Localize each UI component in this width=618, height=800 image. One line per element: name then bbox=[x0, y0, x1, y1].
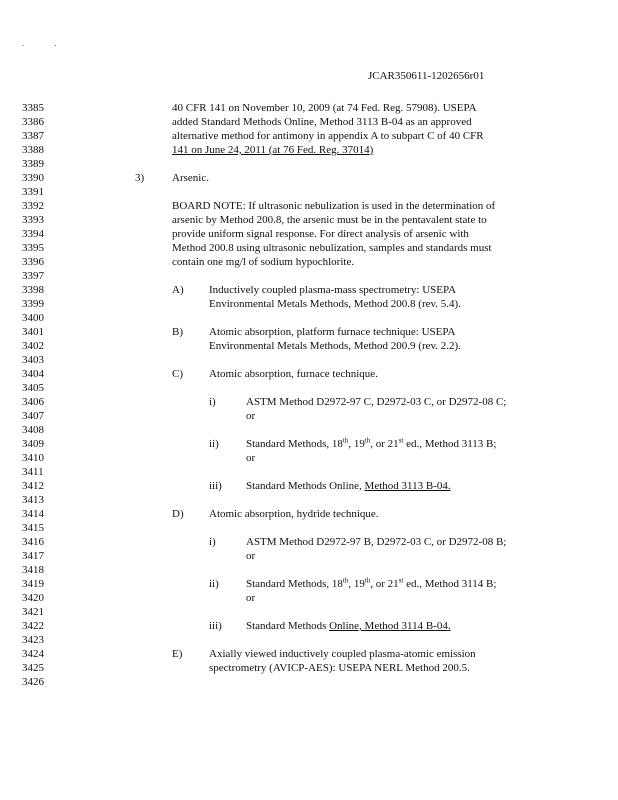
line-number: 3390 bbox=[22, 172, 44, 184]
line-number: 3393 bbox=[22, 214, 44, 226]
line-number: 3426 bbox=[22, 676, 44, 688]
intro-line-3: alternative method for antimony in appendix A to subpart C of 40 CFR bbox=[172, 130, 484, 142]
line-number: 3420 bbox=[22, 592, 44, 604]
item-d-iii-line: Standard Methods Online, Method 3114 B-04. bbox=[246, 620, 451, 632]
line-number: 3422 bbox=[22, 620, 44, 632]
line-number: 3408 bbox=[22, 424, 44, 436]
line-number: 3411 bbox=[22, 466, 44, 478]
item-d-i-label: i) bbox=[209, 536, 216, 548]
board-note-line-3: provide uniform signal response. For direct analysis of arsenic with bbox=[172, 228, 469, 240]
item-c-title: Atomic absorption, furnace technique. bbox=[209, 368, 378, 380]
item-d-i-line-1: ASTM Method D2972-97 B, D2972-03 C, or D2972-08 B; bbox=[246, 536, 507, 548]
line-number: 3398 bbox=[22, 284, 44, 296]
line-number: 3391 bbox=[22, 186, 44, 198]
item-d-i-line-2: or bbox=[246, 550, 256, 562]
line-number: 3406 bbox=[22, 396, 44, 408]
line-number: 3413 bbox=[22, 494, 44, 506]
item-3-title: Arsenic. bbox=[172, 172, 209, 184]
line-number: 3412 bbox=[22, 480, 44, 492]
item-e-line-1: Axially viewed inductively coupled plasma-atomic emission bbox=[209, 648, 476, 660]
line-number: 3400 bbox=[22, 312, 44, 324]
line-number: 3385 bbox=[22, 102, 44, 114]
board-note-line-5: contain one mg/l of sodium hypochlorite. bbox=[172, 256, 355, 268]
line-number: 3417 bbox=[22, 550, 44, 562]
line-number: 3423 bbox=[22, 634, 44, 646]
line-number: 3404 bbox=[22, 368, 44, 380]
item-b-line-1: Atomic absorption, platform furnace technique: USEPA bbox=[209, 326, 456, 338]
item-c-i-line-1: ASTM Method D2972-97 C, D2972-03 C, or D2972-08 C; bbox=[246, 396, 507, 408]
item-a-label: A) bbox=[172, 284, 184, 296]
item-b-label: B) bbox=[172, 326, 183, 338]
line-number: 3403 bbox=[22, 354, 44, 366]
item-c-ii-line-1: Standard Methods, 18th, 19th, or 21st ed., Method 3113 B; bbox=[246, 436, 497, 450]
item-d-iii-label: iii) bbox=[209, 620, 222, 632]
item-d-ii-line-1: Standard Methods, 18th, 19th, or 21st ed., Method 3114 B; bbox=[246, 576, 497, 590]
board-note-line-2: arsenic by Method 200.8, the arsenic must be in the pentavalent state to bbox=[172, 214, 487, 226]
line-number: 3419 bbox=[22, 578, 44, 590]
item-c-i-line-2: or bbox=[246, 410, 256, 422]
board-note-line-4: Method 200.8 using ultrasonic nebulization, samples and standards must bbox=[172, 242, 492, 254]
item-c-label: C) bbox=[172, 368, 183, 380]
line-number: 3418 bbox=[22, 564, 44, 576]
line-number: 3407 bbox=[22, 410, 44, 422]
line-number: 3405 bbox=[22, 382, 44, 394]
line-number: 3387 bbox=[22, 130, 44, 142]
item-a-line-2: Environmental Metals Methods, Method 200.8 (rev. 5.4). bbox=[209, 298, 461, 310]
scan-marks: . . bbox=[22, 38, 71, 48]
line-number: 3392 bbox=[22, 200, 44, 212]
item-c-i-label: i) bbox=[209, 396, 216, 408]
item-c-ii-label: ii) bbox=[209, 438, 219, 450]
line-number: 3415 bbox=[22, 522, 44, 534]
document-header: JCAR350611-1202656r01 bbox=[368, 70, 485, 82]
item-d-title: Atomic absorption, hydride technique. bbox=[209, 508, 379, 520]
line-number: 3410 bbox=[22, 452, 44, 464]
item-3-number: 3) bbox=[135, 172, 145, 184]
line-number: 3414 bbox=[22, 508, 44, 520]
item-e-line-2: spectrometry (AVICP-AES): USEPA NERL Method 200.5. bbox=[209, 662, 470, 674]
line-number: 3425 bbox=[22, 662, 44, 674]
line-number: 3402 bbox=[22, 340, 44, 352]
item-d-ii-label: ii) bbox=[209, 578, 219, 590]
item-d-label: D) bbox=[172, 508, 184, 520]
line-number: 3389 bbox=[22, 158, 44, 170]
item-c-iii-line: Standard Methods Online, Method 3113 B-04. bbox=[246, 480, 451, 492]
line-number: 3395 bbox=[22, 242, 44, 254]
line-number: 3424 bbox=[22, 648, 44, 660]
line-number: 3416 bbox=[22, 536, 44, 548]
item-c-iii-label: iii) bbox=[209, 480, 222, 492]
intro-line-4: 141 on June 24, 2011 (at 76 Fed. Reg. 37014) bbox=[172, 144, 374, 156]
line-number: 3397 bbox=[22, 270, 44, 282]
item-b-line-2: Environmental Metals Methods, Method 200.9 (rev. 2.2). bbox=[209, 340, 461, 352]
line-number: 3409 bbox=[22, 438, 44, 450]
line-number: 3386 bbox=[22, 116, 44, 128]
item-c-ii-line-2: or bbox=[246, 452, 256, 464]
line-number: 3421 bbox=[22, 606, 44, 618]
line-number: 3388 bbox=[22, 144, 44, 156]
item-d-ii-line-2: or bbox=[246, 592, 256, 604]
item-e-label: E) bbox=[172, 648, 183, 660]
line-number: 3399 bbox=[22, 298, 44, 310]
line-number: 3396 bbox=[22, 256, 44, 268]
intro-line-2: added Standard Methods Online, Method 3113 B-04 as an approved bbox=[172, 116, 472, 128]
line-number: 3394 bbox=[22, 228, 44, 240]
item-a-line-1: Inductively coupled plasma-mass spectrometry: USEPA bbox=[209, 284, 457, 296]
board-note-line-1: BOARD NOTE: If ultrasonic nebulization is used in the determination of bbox=[172, 200, 496, 212]
line-number: 3401 bbox=[22, 326, 44, 338]
intro-line-1: 40 CFR 141 on November 10, 2009 (at 74 Fed. Reg. 57908). USEPA bbox=[172, 102, 477, 114]
